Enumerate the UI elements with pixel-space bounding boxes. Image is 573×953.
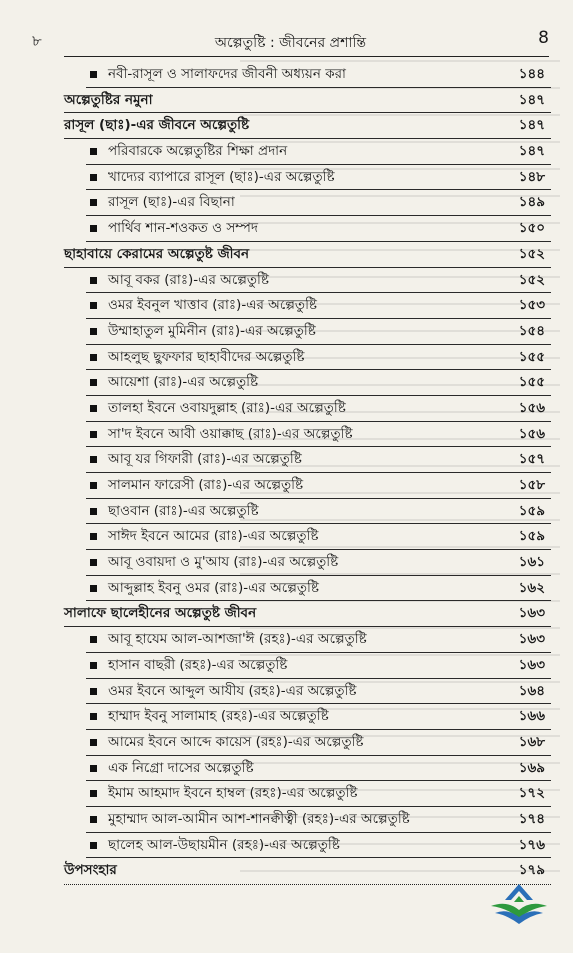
- toc-entry-title: আবূ হাযেম আল-আশজা'ঈ (রহঃ)-এর অল্পেতুষ্টি: [108, 631, 367, 648]
- toc-entry-title: আহলুছ ছুফফার ছাহাবীদের অল্পেতুষ্টি: [108, 348, 305, 365]
- toc-entry-title: আবূ ওবায়দা ও মু'আয (রাঃ)-এর অল্পেতুষ্টি: [108, 554, 339, 571]
- toc-page-number: ১৫৯: [518, 502, 545, 519]
- toc-entry-title: অল্পেতুষ্টির নমুনা: [64, 91, 153, 108]
- page-number-left: ৮: [32, 32, 42, 50]
- square-bullet-icon: [90, 482, 97, 489]
- toc-subentry: [64, 781, 551, 807]
- square-bullet-icon: [90, 585, 97, 592]
- toc-section-heading: [64, 601, 551, 627]
- toc-entry-title: ছাহাবায়ে কেরামের অল্পেতুষ্ট জীবন: [64, 245, 250, 262]
- toc-subentry: [64, 293, 551, 319]
- publisher-logo-icon: [487, 880, 551, 932]
- square-bullet-icon: [90, 508, 97, 515]
- toc-subentry: [64, 499, 551, 525]
- page-number-right: 8: [538, 28, 549, 48]
- toc-page-number: ১৫৬: [518, 425, 545, 442]
- toc-entry-title: ওমর ইবনে আব্দুল আযীয (রহঃ)-এর অল্পেতুষ্টি: [108, 682, 357, 699]
- toc-subentry: [64, 447, 551, 473]
- toc-page-number: ১৪৭: [518, 91, 545, 108]
- square-bullet-icon: [90, 790, 97, 797]
- toc-subentry: [64, 704, 551, 730]
- toc-subentry: [64, 190, 551, 216]
- toc-entry-title: রাসূল (ছাঃ)-এর জীবনে অল্পেতুষ্টি: [64, 117, 250, 134]
- toc-page-number: ১৫৬: [518, 399, 545, 416]
- square-bullet-icon: [90, 739, 97, 746]
- toc-entry-title: পার্থিব শান-শওকত ও সম্পদ: [108, 220, 258, 237]
- toc-page-number: ১৫৭: [518, 451, 545, 468]
- toc-page-number: ১৬৮: [518, 733, 545, 750]
- toc-subentry: [64, 550, 551, 576]
- toc-page-number: ১৭২: [518, 785, 545, 802]
- toc-subentry: [64, 756, 551, 782]
- toc-entry-title: আব্দুল্লাহ ইবনু ওমর (রাঃ)-এর অল্পেতুষ্টি: [108, 579, 319, 596]
- toc-entry-title: সাঈদ ইবনে আমের (রাঃ)-এর অল্পেতুষ্টি: [108, 528, 319, 545]
- toc-page-number: ১৭৪: [518, 810, 545, 827]
- toc-entry-title: ছালেহ আল-উছায়মীন (রহঃ)-এর অল্পেতুষ্টি: [108, 836, 340, 853]
- toc-page-number: ১৫৫: [518, 348, 545, 365]
- toc-page-number: ১৬৩: [518, 631, 545, 648]
- square-bullet-icon: [90, 713, 97, 720]
- toc-subentry: [64, 524, 551, 550]
- toc-section-heading: [64, 242, 551, 268]
- toc-subentry: [64, 216, 551, 242]
- toc-page-number: ১৫০: [518, 220, 545, 237]
- toc-page-number: ১৬৩: [518, 605, 545, 622]
- toc-page-number: ১৫৮: [518, 477, 545, 493]
- square-bullet-icon: [90, 379, 97, 386]
- toc-entry-title: ওমর ইবনুল খাত্তাব (রাঃ)-এর অল্পেতুষ্টি: [108, 297, 318, 314]
- square-bullet-icon: [90, 688, 97, 695]
- square-bullet-icon: [90, 71, 97, 78]
- toc-page-number: ১৬৪: [518, 682, 545, 699]
- toc-entry-title: উপসংহার: [64, 862, 117, 879]
- square-bullet-icon: [90, 456, 97, 463]
- toc-entry-title: পরিবারকে অল্পেতুষ্টির শিক্ষা প্রদান: [108, 143, 288, 160]
- toc-subentry: [64, 679, 551, 705]
- toc-entry-title: আমের ইবনে আব্দে কায়েস (রহঃ)-এর অল্পেতুষ্টি: [108, 733, 364, 750]
- square-bullet-icon: [90, 765, 97, 772]
- toc-page-number: ১৪৭: [518, 143, 545, 160]
- toc-subentry: [64, 345, 551, 371]
- toc-subentry: [64, 730, 551, 756]
- toc-subentry: [64, 396, 551, 422]
- toc-subentry: [64, 473, 551, 499]
- toc-page-number: ১৬১: [518, 554, 545, 571]
- toc-page-number: ১৭৯: [518, 862, 545, 879]
- toc-subentry: [64, 319, 551, 345]
- toc-subentry: [64, 62, 551, 88]
- toc-entry-title: নবী-রাসূল ও সালাফদের জীবনী অধ্যয়ন করা: [108, 66, 346, 82]
- square-bullet-icon: [90, 533, 97, 540]
- toc-page-number: ১৪৮: [518, 168, 545, 185]
- toc-subentry: [64, 576, 551, 602]
- toc-page-number: ১৫৩: [518, 297, 545, 314]
- toc-subentry: [64, 833, 551, 859]
- square-bullet-icon: [90, 842, 97, 849]
- square-bullet-icon: [90, 174, 97, 181]
- square-bullet-icon: [90, 328, 97, 335]
- square-bullet-icon: [90, 662, 97, 669]
- toc-entry-title: রাসূল (ছাঃ)-এর বিছানা: [108, 194, 235, 211]
- toc-page-number: ১৪৯: [518, 194, 545, 211]
- toc-subentry: [64, 268, 551, 294]
- toc-subentry: [64, 653, 551, 679]
- square-bullet-icon: [90, 199, 97, 206]
- square-bullet-icon: [90, 148, 97, 155]
- toc-entry-title: মুহাম্মাদ আল-আমীন আশ-শানক্বীত্বী (রহঃ)-এর অল্পেতুষ্টি: [108, 810, 410, 827]
- page-header: [26, 28, 555, 54]
- square-bullet-icon: [90, 277, 97, 284]
- toc-entry-title: এক নিগ্রো দাসের অল্পেতুষ্টি: [108, 759, 254, 776]
- toc-page-number: ১৫৪: [518, 322, 545, 339]
- toc-page-number: ১৪৪: [518, 66, 545, 82]
- square-bullet-icon: [90, 431, 97, 438]
- running-title: অল্পেতুষ্টি : জীবনের প্রশান্তি: [214, 35, 367, 51]
- toc-entry-title: আবূ যর গিফারী (রাঃ)-এর অল্পেতুষ্টি: [108, 451, 302, 468]
- toc-entry-title: খাদ্যের ব্যাপারে রাসূল (ছাঃ)-এর অল্পেতুষ্টি: [108, 168, 335, 185]
- toc-page-number: ১৫৫: [518, 374, 545, 391]
- toc-section-heading: [64, 858, 551, 884]
- toc-entry-title: উম্মাহাতুল মুমিনীন (রাঃ)-এর অল্পেতুষ্টি: [108, 322, 316, 339]
- square-bullet-icon: [90, 636, 97, 643]
- square-bullet-icon: [90, 816, 97, 823]
- toc-entry-title: আয়েশা (রাঃ)-এর অল্পেতুষ্টি: [108, 374, 259, 391]
- toc-subentry: [64, 370, 551, 396]
- toc-subentry: [64, 627, 551, 653]
- toc-entry-title: তালহা ইবনে ওবায়দুল্লাহ (রাঃ)-এর অল্পেতুষ্টি: [108, 399, 346, 416]
- toc-entry-title: আবূ বকর (রাঃ)-এর অল্পেতুষ্টি: [108, 271, 269, 288]
- square-bullet-icon: [90, 354, 97, 361]
- header-rule: [64, 56, 549, 57]
- toc-section-heading: [64, 88, 551, 114]
- square-bullet-icon: [90, 559, 97, 566]
- toc-entry-title: হাম্মাদ ইবনু সালামাহ (রহঃ)-এর অল্পেতুষ্টি: [108, 708, 329, 725]
- toc-subentry: [64, 139, 551, 165]
- toc-page-number: ১৫৯: [518, 528, 545, 545]
- toc-page-number: ১৬৩: [518, 656, 545, 673]
- toc-page-number: ১৫২: [518, 245, 545, 262]
- toc-entry-title: সালাফে ছালেহীনের অল্পেতুষ্ট জীবন: [64, 605, 257, 622]
- toc-entry-title: সালমান ফারেসী (রাঃ)-এর অল্পেতুষ্টি: [108, 477, 304, 493]
- toc-page-number: ১৬২: [518, 579, 545, 596]
- dotted-rule: [64, 884, 551, 885]
- toc-page-number: ১৫২: [518, 271, 545, 288]
- toc-subentry: [64, 422, 551, 448]
- toc-page-number: ১৬৯: [518, 759, 545, 776]
- toc-entry-title: হাসান বাছরী (রহঃ)-এর অল্পেতুষ্টি: [108, 656, 288, 673]
- toc-page-number: ১৭৬: [518, 836, 545, 853]
- toc-subentry: [64, 807, 551, 833]
- toc-page-number: ১৬৬: [518, 708, 545, 725]
- toc-page-number: ১৪৭: [518, 117, 545, 134]
- toc-entry-title: ইমাম আহমাদ ইবনে হাম্বল (রহঃ)-এর অল্পেতুষ্টি: [108, 785, 358, 802]
- square-bullet-icon: [90, 405, 97, 412]
- square-bullet-icon: [90, 225, 97, 232]
- table-of-contents: [64, 62, 551, 884]
- toc-section-heading: [64, 113, 551, 139]
- toc-subentry: [64, 165, 551, 191]
- square-bullet-icon: [90, 302, 97, 309]
- toc-entry-title: সা'দ ইবনে আবী ওয়াক্কাছ (রাঃ)-এর অল্পেতুষ্টি: [108, 425, 353, 442]
- toc-entry-title: ছাওবান (রাঃ)-এর অল্পেতুষ্টি: [108, 502, 259, 519]
